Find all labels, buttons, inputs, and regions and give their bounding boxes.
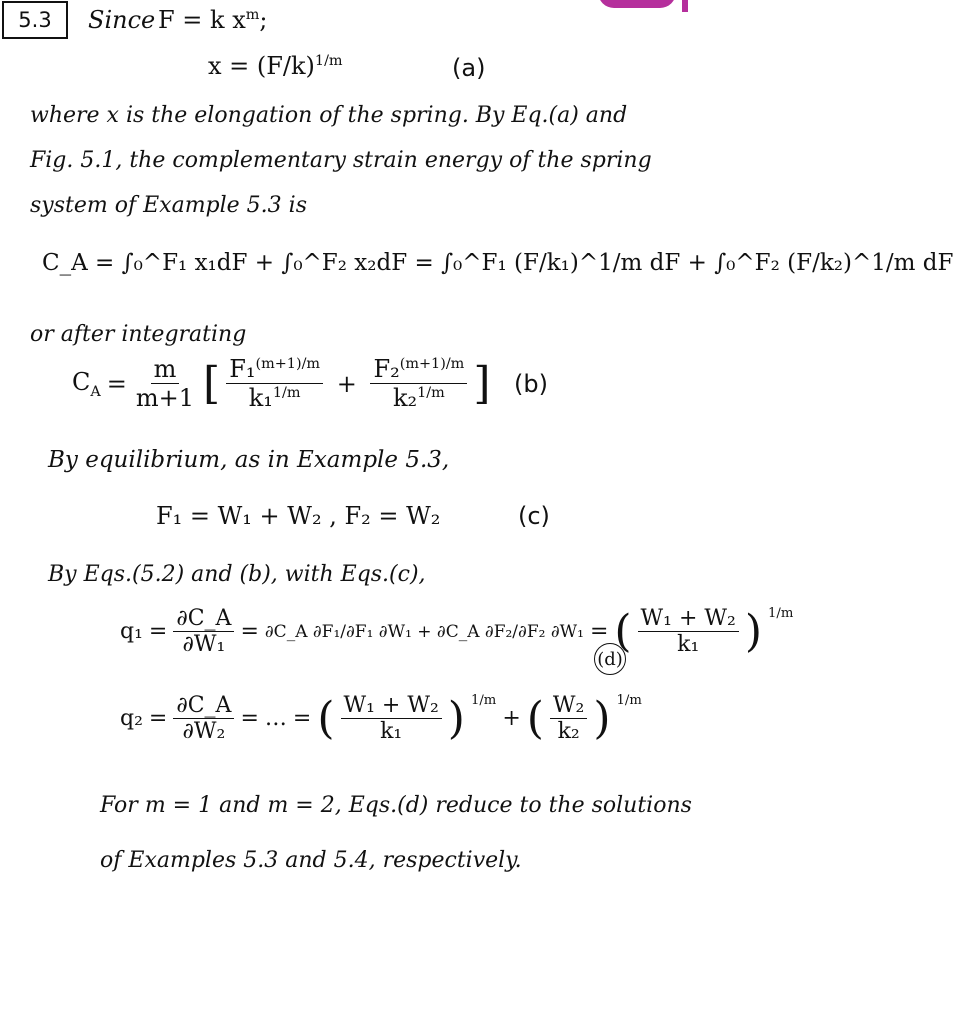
eq-d2-ratio-2: $\frac{\text{W₂}}{\text{k₂}}$ [550, 693, 587, 744]
label-c: (c) [518, 502, 550, 530]
equation-d1: q₁ = $\frac{\partial C\_A}{\text{∂W₁}}$ = ∂C_A ∂F₁/∂F₁ ∂W₁ + ∂C_A ∂F₂/∂F₂ ∂W₁ = ( $\frac{\text{W₁ + W₂}}{\text{k₁}}$ ) $^{1/m}$ [120, 606, 794, 657]
label-d: (d) [594, 643, 626, 675]
text-line-9: By equilibrium, as in Example 5.3, [48, 447, 450, 473]
equation-d2: q₂ = $\frac{\partial C\_A}{\text{∂W₂}}$ = … = ( $\frac{\text{W₁ + W₂}}{\text{k₁}}$ ) $^{1/m}$ + ( $\frac{\text{W₂}}{\text{k₂}}$ ) $^{1/m}$ [120, 693, 642, 744]
eq-d2-ratio-1: $\frac{\text{W₁ + W₂}}{\text{k₁}}$ [341, 693, 442, 744]
eq-b-coef: $\frac{m}{m+1}$ [135, 355, 195, 412]
highlighter-mark-tail [682, 0, 688, 12]
text-line-7: or after integrating [30, 322, 247, 347]
equation-c: F₁ = W₁ + W₂ , F₂ = W₂ [156, 502, 441, 530]
eq-hooke-tail: ; [259, 6, 268, 34]
eq-a-exp: 1/m [314, 53, 343, 69]
equation-complementary-energy: C_A = ∫₀^F₁ x₁dF + ∫₀^F₂ x₂dF = ∫₀^F₁ (F/k₁)^1/m dF + ∫₀^F₂ (F/k₂)^1/m dF [42, 250, 953, 276]
eq-d1-partial: $\frac{\partial C\_A}{\text{∂W₁}}$ [173, 606, 234, 657]
text-since: Since [88, 6, 156, 34]
label-a: (a) [452, 54, 486, 82]
text-line-11: By Eqs.(5.2) and (b), with Eqs.(c), [48, 562, 426, 587]
eq-hooke-exp: m [245, 7, 260, 23]
section-number: 5.3 [2, 1, 68, 39]
eq-d2-lhs: q₂ [120, 706, 143, 731]
eq-b-term-2: $\frac{F_2^{(m+1)/m}}{k_2^{1/m}}$ [370, 355, 467, 412]
text-line-14: For m = 1 and m = 2, Eqs.(d) reduce to the solutions [100, 793, 692, 818]
equation-b: $C_A$ = $\frac{m}{m+1}$ [ $\frac{F_1^{(m+1)/m}}{k_1^{1/m}}$ + $\frac{F_2^{(m+1)/m}}{k_2^{1/m}}$ ] [72, 355, 491, 412]
eq-hooke-body: F = k x [158, 6, 246, 34]
text-line-15: of Examples 5.3 and 5.4, respectively. [100, 848, 522, 873]
text-line-5: system of Example 5.3 is [30, 193, 307, 218]
eq-d1-ratio: $\frac{\text{W₁ + W₂}}{\text{k₁}}$ [638, 606, 739, 657]
eq-b-term-1: $\frac{F_1^{(m+1)/m}}{k_1^{1/m}}$ [226, 355, 323, 412]
text-line-4: Fig. 5.1, the complementary strain energy of the spring [30, 148, 652, 173]
eq-b-lhs: $C_A$ [72, 367, 101, 400]
eq-a-body: x = (F/k) [208, 52, 315, 80]
equation-hooke [158, 6, 267, 34]
equation-a [208, 52, 343, 80]
eq-d1-lhs: q₁ [120, 619, 143, 644]
eq-d1-chain: ∂C_A ∂F₁/∂F₁ ∂W₁ + ∂C_A ∂F₂/∂F₂ ∂W₁ [264, 621, 584, 642]
text-line-3: where x is the elongation of the spring. By Eq.(a) and [30, 103, 628, 128]
label-b: (b) [514, 370, 548, 398]
eq-d2-partial: $\frac{\partial C\_A}{\text{∂W₂}}$ [173, 693, 234, 744]
highlighter-mark [598, 0, 676, 8]
